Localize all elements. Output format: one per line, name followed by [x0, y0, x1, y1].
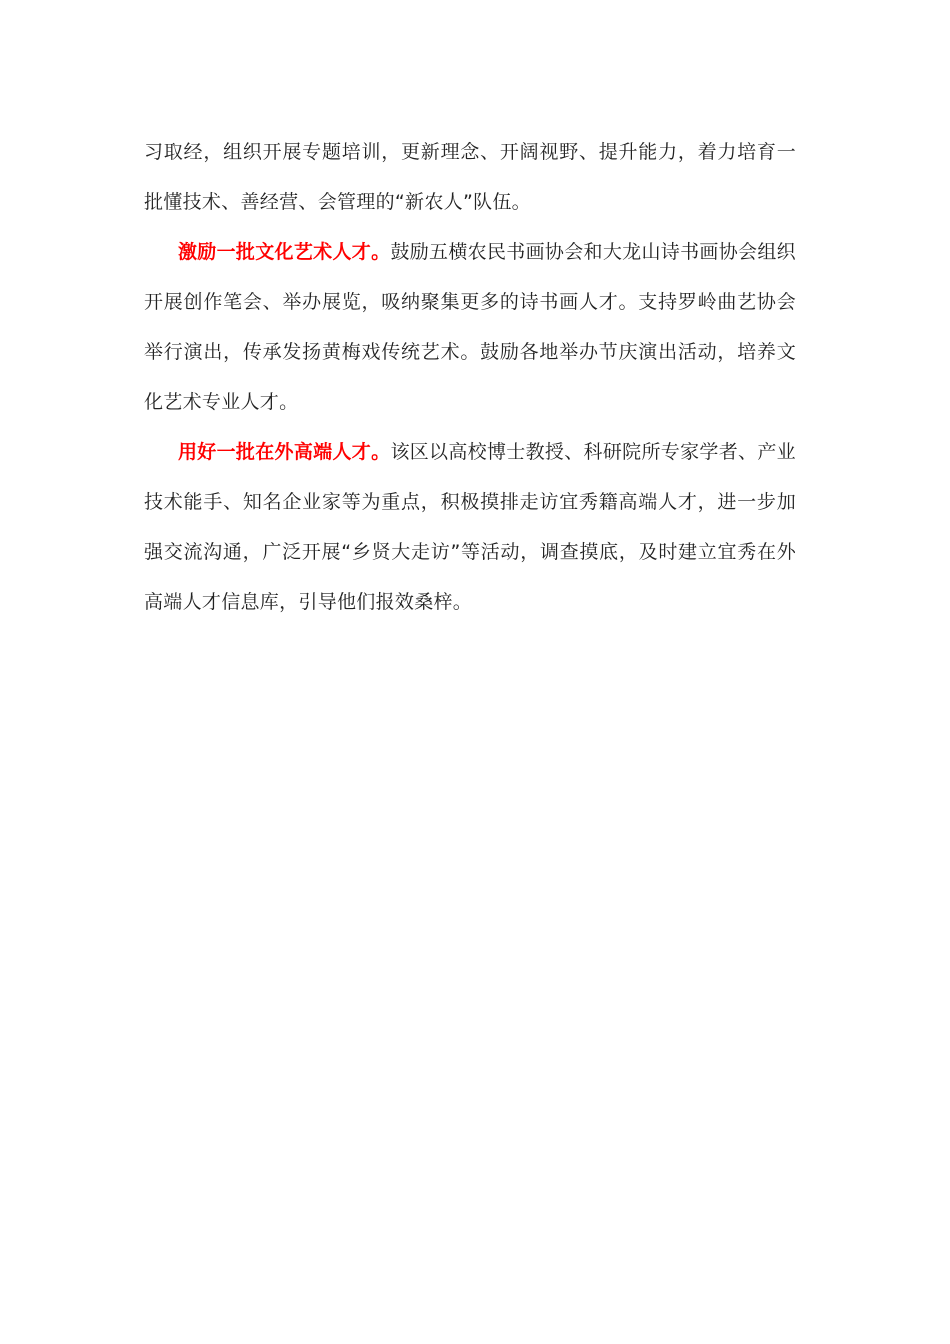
paragraph-text: 习取经，组织开展专题培训，更新理念、开阔视野、提升能力，着力培育一批懂技术、善经营、会管理的“新农人”队伍。 — [144, 141, 796, 213]
paragraph-text: 该区以高校博士教授、科研院所专家学者、产业技术能手、知名企业家等为重点，积极摸排走访宜秀籍高端人才，进一步加强交流沟通，广泛开展“乡贤大走访”等活动，调查摸底，及时建立宜秀在外高端人才信息库，引导他们报效桑梓。 — [144, 441, 796, 613]
paragraph-continuation — [144, 127, 796, 227]
paragraph-lead-heading: 用好一批在外高端人才。 — [178, 441, 391, 463]
paragraph-external-high-end-talent — [144, 427, 796, 627]
document-body — [144, 127, 796, 627]
paragraph-text: 鼓励五横农民书画协会和大龙山诗书画协会组织开展创作笔会、举办展览，吸纳聚集更多的诗书画人才。支持罗岭曲艺协会举行演出，传承发扬黄梅戏传统艺术。鼓励各地举办节庆演出活动，培养文化艺术专业人才。 — [144, 241, 796, 413]
paragraph-lead-heading: 激励一批文化艺术人才。 — [178, 241, 391, 263]
paragraph-culture-arts-talent — [144, 227, 796, 427]
